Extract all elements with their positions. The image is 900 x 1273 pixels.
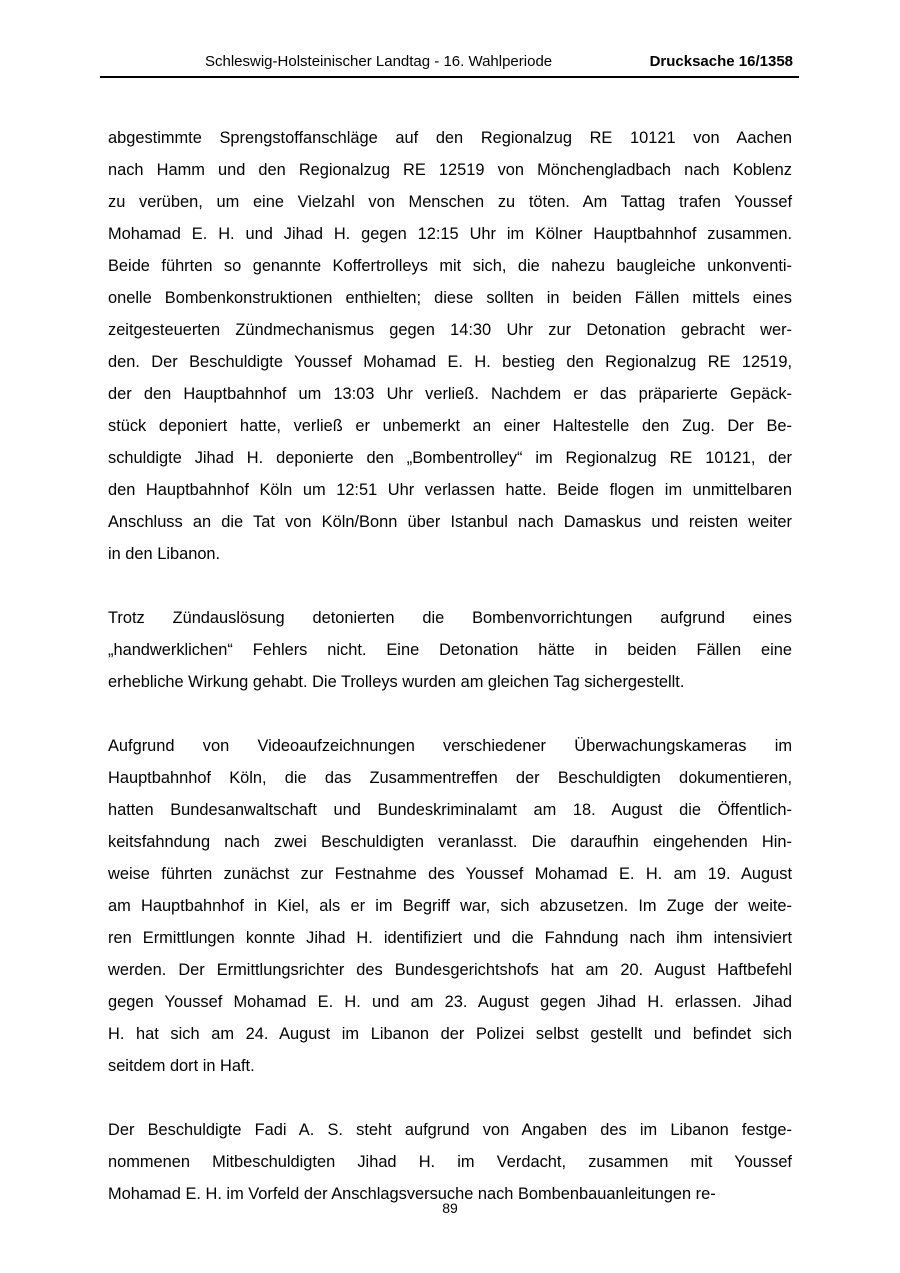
text-line: nach Hamm und den Regionalzug RE 12519 von Mönchengladbach nach Koblenz	[108, 161, 792, 179]
text-line: gegen Youssef Mohamad E. H. und am 23. August gegen Jihad H. erlassen. Jihad	[108, 993, 792, 1011]
text-line: zu verüben, um eine Vielzahl von Menschen zu töten. Am Tattag trafen Youssef	[108, 193, 792, 211]
text-line: nommenen Mitbeschuldigten Jihad H. im Verdacht, zusammen mit Youssef	[108, 1153, 792, 1171]
text-line: ren Ermittlungen konnte Jihad H. identifiziert und die Fahndung nach ihm intensiviert	[108, 929, 792, 947]
text-line: Der Beschuldigte Fadi A. S. steht aufgrund von Angaben des im Libanon festge-	[108, 1121, 792, 1139]
text-line: weise führten zunächst zur Festnahme des Youssef Mohamad E. H. am 19. August	[108, 865, 792, 883]
text-line: Hauptbahnhof Köln, die das Zusammentreffen der Beschuldigten dokumentieren,	[108, 769, 792, 787]
paragraph	[108, 730, 792, 1082]
text-line: abgestimmte Sprengstoffanschläge auf den Regionalzug RE 10121 von Aachen	[108, 129, 792, 147]
text-line: werden. Der Ermittlungsrichter des Bundesgerichtshofs hat am 20. August Haftbefehl	[108, 961, 792, 979]
text-line: am Hauptbahnhof in Kiel, als er im Begriff war, sich abzusetzen. Im Zuge der weite-	[108, 897, 792, 915]
text-line: keitsfahndung nach zwei Beschuldigten veranlasst. Die daraufhin eingehenden Hin-	[108, 833, 792, 851]
page-header	[100, 52, 799, 76]
page-number: 89	[442, 1200, 458, 1216]
text-line: zeitgesteuerten Zündmechanismus gegen 14:30 Uhr zur Detonation gebracht wer-	[108, 321, 792, 339]
text-line: den Hauptbahnhof Köln um 12:51 Uhr verlassen hatte. Beide flogen im unmittelbaren	[108, 481, 792, 499]
text-line: schuldigte Jihad H. deponierte den „Bombentrolley“ im Regionalzug RE 10121, der	[108, 449, 792, 467]
text-line: onelle Bombenkonstruktionen enthielten; diese sollten in beiden Fällen mittels eines	[108, 289, 792, 307]
text-line: Aufgrund von Videoaufzeichnungen verschiedener Überwachungskameras im	[108, 737, 792, 755]
header-title: Schleswig-Holsteinischer Landtag - 16. Wahlperiode	[205, 53, 553, 70]
text-line: stück deponiert hatte, verließ er unbemerkt an einer Haltestelle den Zug. Der Be-	[108, 417, 792, 435]
text-line: erhebliche Wirkung gehabt. Die Trolleys wurden am gleichen Tag sichergestellt.	[108, 673, 685, 691]
text-line: seitdem dort in Haft.	[108, 1057, 255, 1075]
text-line: hatten Bundesanwaltschaft und Bundeskriminalamt am 18. August die Öffentlich-	[108, 801, 792, 819]
text-line: den. Der Beschuldigte Youssef Mohamad E. H. bestieg den Regionalzug RE 12519,	[108, 353, 792, 371]
text-line: Mohamad E. H. im Vorfeld der Anschlagsversuche nach Bombenbauanleitungen re-	[108, 1185, 716, 1203]
document-number: Drucksache 16/1358	[649, 53, 793, 70]
text-line: Mohamad E. H. und Jihad H. gegen 12:15 Uhr im Kölner Hauptbahnhof zusammen.	[108, 225, 792, 243]
text-line: der den Hauptbahnhof um 13:03 Uhr verließ. Nachdem er das präparierte Gepäck-	[108, 385, 792, 403]
text-line: Anschluss an die Tat von Köln/Bonn über Istanbul nach Damaskus und reisten weiter	[108, 513, 792, 531]
body-text	[108, 122, 792, 1242]
paragraph	[108, 1114, 792, 1210]
text-line: in den Libanon.	[108, 545, 221, 563]
text-line: H. hat sich am 24. August im Libanon der Polizei selbst gestellt und befindet sich	[108, 1025, 792, 1043]
paragraph	[108, 122, 792, 570]
paragraph	[108, 602, 792, 698]
text-line: „handwerklichen“ Fehlers nicht. Eine Detonation hätte in beiden Fällen eine	[108, 641, 792, 659]
header-divider	[100, 76, 799, 78]
text-line: Trotz Zündauslösung detonierten die Bombenvorrichtungen aufgrund eines	[108, 609, 792, 627]
text-line: Beide führten so genannte Koffertrolleys mit sich, die nahezu baugleiche unkonventi-	[108, 257, 792, 275]
